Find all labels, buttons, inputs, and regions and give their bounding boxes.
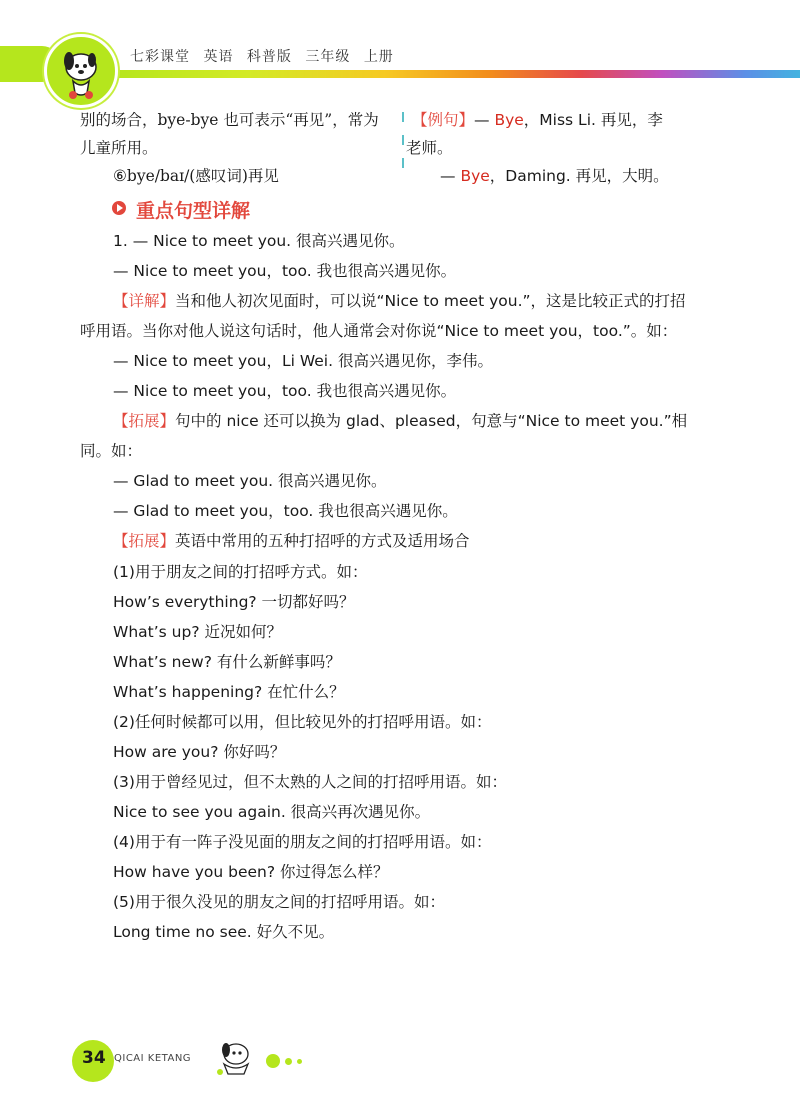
extension-paragraph: 【拓展】句中的 nice 还可以换为 glad、pleased，句意与“Nice to meet you.”相 [113, 412, 688, 430]
greeting-example: What’s new? 有什么新鲜事吗？ [113, 653, 341, 671]
greeting-example: Long time no see. 好久不见。 [113, 923, 335, 941]
sentence-1-reply: — Nice to meet you，too. 我也很高兴遇见你。 [113, 262, 457, 280]
left-col-line-3: ⑥bye/baɪ/(感叹词)再见 [113, 167, 279, 185]
header-title [130, 46, 402, 66]
example-line-2: 老师。 [406, 139, 453, 157]
greeting-category: (5)用于很久没见的朋友之间的打招呼用语。如： [113, 893, 445, 911]
dog-mascot-icon [210, 1038, 258, 1078]
greeting-category: (2)任何时候都可以用，但比较见外的打招呼用语。如： [113, 713, 492, 731]
header-grade: 三年级 [305, 49, 351, 65]
extension-tag: 【拓展】 [113, 412, 176, 430]
example-dialogue: — Nice to meet you，Li Wei. 很高兴遇见你，李伟。 [113, 352, 493, 370]
greeting-example: How are you? 你好吗？ [113, 743, 286, 761]
detail-paragraph: 【详解】当和他人初次见面时，可以说“Nice to meet you.”，这是比较正式的打招 [113, 292, 686, 310]
decorative-dot [285, 1058, 292, 1065]
footer-brand: QICAI KETANG [114, 1053, 192, 1064]
decorative-dot [266, 1054, 280, 1068]
greeting-example: What’s happening? 在忙什么？ [113, 683, 345, 701]
dog-mascot-icon [47, 37, 115, 105]
example-line-1: 【例句】— Bye，Miss Li. 再见，李 [412, 111, 663, 129]
greeting-example: How’s everything? 一切都好吗？ [113, 593, 355, 611]
left-col-line-1: 别的场合，bye-bye 也可表示“再见”，常为 [80, 111, 379, 129]
greeting-example: Nice to see you again. 很高兴再次遇见你。 [113, 803, 431, 821]
play-icon [112, 201, 126, 215]
header-volume: 上册 [363, 49, 394, 65]
sentence-1: 1. — Nice to meet you. 很高兴遇见你。 [113, 232, 405, 250]
example-dialogue: — Glad to meet you，too. 我也很高兴遇见你。 [113, 502, 458, 520]
example-tag: 【例句】 [412, 111, 475, 129]
left-col-line-2: 儿童所用。 [80, 139, 158, 157]
extension-heading: 【拓展】英语中常用的五种打招呼的方式及适用场合 [113, 532, 470, 550]
header-edition: 科普版 [246, 49, 292, 65]
keyword-bye: Bye [460, 167, 490, 185]
column-divider [402, 112, 404, 122]
section-title: 重点句型详解 [136, 200, 251, 222]
header-series: 七彩课堂 [130, 49, 190, 65]
header-subject: 英语 [203, 49, 234, 65]
detail-tag: 【详解】 [113, 292, 176, 310]
extension-tag: 【拓展】 [113, 532, 176, 550]
header-rainbow-bar [110, 70, 800, 78]
column-divider [402, 135, 404, 145]
greeting-category: (4)用于有一阵子没见面的朋友之间的打招呼用语。如： [113, 833, 492, 851]
mascot-badge [44, 34, 118, 108]
decorative-dot [297, 1059, 302, 1064]
example-line-3: — Bye，Daming. 再见，大明。 [440, 167, 669, 185]
column-divider [402, 158, 404, 168]
greeting-category: (1)用于朋友之间的打招呼方式。如： [113, 563, 368, 581]
page-number: 34 [82, 1048, 106, 1068]
extension-paragraph-cont: 同。如： [80, 442, 143, 460]
example-dialogue: — Glad to meet you. 很高兴遇见你。 [113, 472, 387, 490]
greeting-example: How have you been? 你过得怎么样？ [113, 863, 389, 881]
keyword-bye: Bye [494, 111, 524, 129]
greeting-example: What’s up? 近况如何？ [113, 623, 282, 641]
detail-paragraph-cont: 呼用语。当你对他人说这句话时，他人通常会对你说“Nice to meet you，too.”。如： [80, 322, 678, 340]
example-dialogue: — Nice to meet you，too. 我也很高兴遇见你。 [113, 382, 457, 400]
greeting-category: (3)用于曾经见过，但不太熟的人之间的打招呼用语。如： [113, 773, 507, 791]
